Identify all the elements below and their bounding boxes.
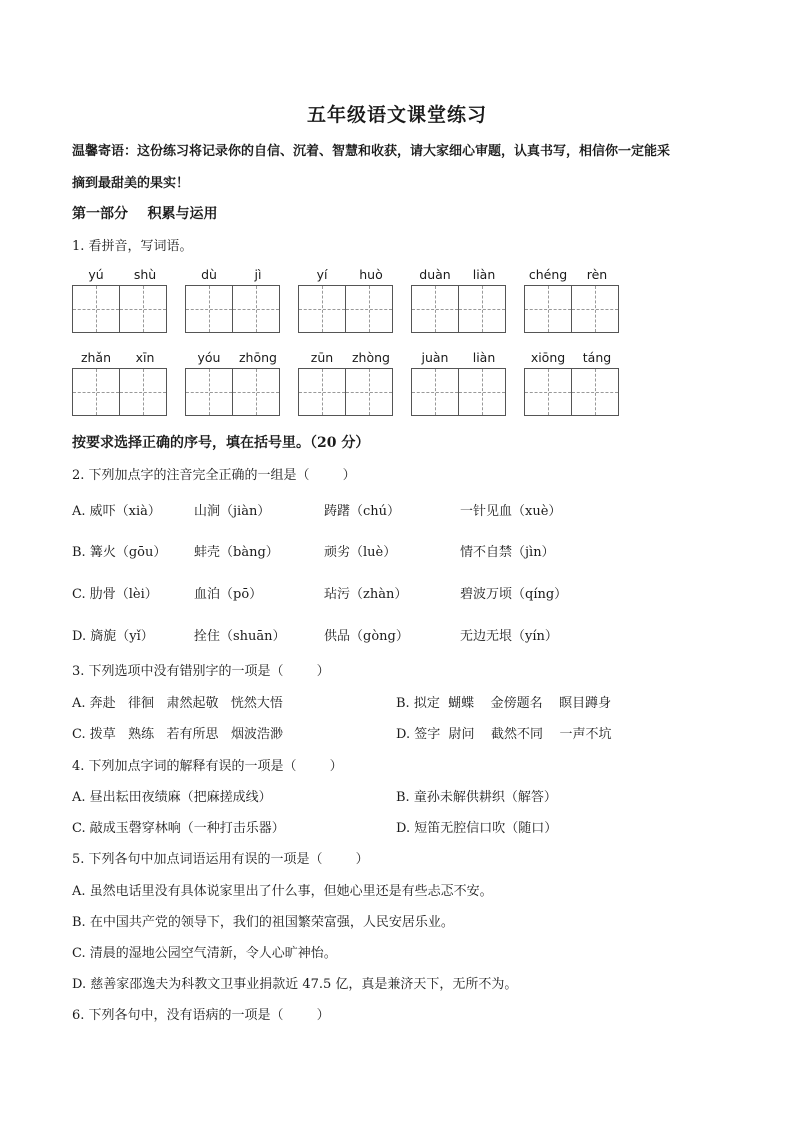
- tianzige-cell[interactable]: [119, 285, 167, 333]
- q5-option-c: C. 清晨的湿地公园空气清新，令人心旷神怡。: [72, 946, 337, 961]
- pinyin-label: liàn: [472, 267, 496, 282]
- writing-grid[interactable]: [524, 285, 618, 333]
- tianzige-cell[interactable]: [345, 285, 393, 333]
- q3-option-d: D. 签字 尉问 截然不同 一声不坑: [396, 727, 612, 742]
- pinyin-label: yóu: [197, 350, 221, 365]
- q2-option-item: B. 篝火（gōu）: [72, 545, 167, 560]
- writing-grid[interactable]: [72, 285, 166, 333]
- intro-line-2: 摘到最甜美的果实！: [72, 176, 190, 191]
- question-4: 4. 下列加点字词的解释有误的一项是（ ）: [72, 759, 343, 774]
- question-2: 2. 下列加点字的注音完全正确的一组是（ ）: [72, 468, 356, 483]
- tianzige-cell[interactable]: [232, 285, 280, 333]
- tianzige-cell[interactable]: [185, 368, 233, 416]
- tianzige-cell[interactable]: [411, 285, 459, 333]
- pinyin-label: xiōng: [530, 350, 566, 365]
- q3-option-b: B. 拟定 蝴蝶 金傍题名 瞑目蹲身: [396, 696, 612, 711]
- pinyin-label: huò: [359, 267, 383, 282]
- q2-option-item: 山涧（jiàn）: [194, 504, 271, 519]
- writing-grid[interactable]: [185, 368, 279, 416]
- pinyin-label: duàn: [419, 267, 451, 282]
- pinyin-label: zhōng: [239, 350, 277, 365]
- pinyin-label: rèn: [586, 267, 608, 282]
- writing-grid[interactable]: [298, 368, 392, 416]
- q4-option-c: C. 敲成玉磬穿林响（一种打击乐器）: [72, 821, 285, 836]
- q2-option-item: 蚌壳（bàng）: [194, 545, 279, 560]
- question-6: 6. 下列各句中，没有语病的一项是（ ）: [72, 1008, 330, 1023]
- pinyin-label: shù: [133, 267, 157, 282]
- pinyin-label: zhǎn: [80, 350, 112, 365]
- pinyin-label: chéng: [528, 267, 568, 282]
- intro-line-1: 温馨寄语：这份练习将记录你的自信、沉着、智慧和收获，请大家细心审题，认真书写，相信你一定能采: [72, 144, 671, 159]
- q4-option-d: D. 短笛无腔信口吹（随口）: [396, 821, 558, 836]
- q2-option-item: 顽劣（luè）: [324, 545, 397, 560]
- page-title: 五年级语文课堂练习: [306, 104, 487, 126]
- tianzige-cell[interactable]: [524, 368, 572, 416]
- q2-option-item: 供品（gòng）: [324, 629, 409, 644]
- pinyin-label: yú: [88, 267, 104, 282]
- tianzige-cell[interactable]: [458, 285, 506, 333]
- tianzige-cell[interactable]: [524, 285, 572, 333]
- q5-option-a: A. 虽然电话里没有具体说家里出了什么事，但她心里还是有些忐忑不安。: [72, 884, 493, 899]
- writing-grid[interactable]: [185, 285, 279, 333]
- q2-option-item: 玷污（zhàn）: [324, 587, 408, 602]
- pinyin-label: juàn: [421, 350, 449, 365]
- tianzige-cell[interactable]: [298, 285, 346, 333]
- writing-grid[interactable]: [72, 368, 166, 416]
- tianzige-cell[interactable]: [571, 285, 619, 333]
- tianzige-cell[interactable]: [185, 285, 233, 333]
- tianzige-cell[interactable]: [72, 368, 120, 416]
- q3-option-a: A. 奔赴 徘徊 肃然起敬 恍然大悟: [72, 696, 283, 711]
- tianzige-cell[interactable]: [72, 285, 120, 333]
- q2-option-item: 无边无垠（yín）: [460, 629, 558, 644]
- q5-option-d: D. 慈善家邵逸夫为科教文卫事业捐款近 47.5 亿，真是兼济天下，无所不为。: [72, 977, 518, 992]
- tianzige-cell[interactable]: [119, 368, 167, 416]
- q2-option-item: 拴住（shuān）: [194, 629, 286, 644]
- tianzige-cell[interactable]: [345, 368, 393, 416]
- q2-option-item: 一针见血（xuè）: [460, 504, 562, 519]
- tianzige-cell[interactable]: [232, 368, 280, 416]
- pinyin-label: yí: [316, 267, 328, 282]
- tianzige-cell[interactable]: [458, 368, 506, 416]
- section-heading: 按要求选择正确的序号，填在括号里。（20 分）: [72, 435, 370, 451]
- q2-option-item: 碧波万顷（qíng）: [460, 587, 568, 602]
- writing-grid[interactable]: [298, 285, 392, 333]
- pinyin-label: xīn: [135, 350, 155, 365]
- writing-grid[interactable]: [411, 285, 505, 333]
- q4-option-a: A. 昼出耘田夜绩麻（把麻搓成线）: [72, 790, 272, 805]
- q2-option-item: D. 旖旎（yǐ）: [72, 629, 154, 644]
- question-3: 3. 下列选项中没有错别字的一项是（ ）: [72, 664, 330, 679]
- q2-option-item: 情不自禁（jìn）: [460, 545, 555, 560]
- q4-option-b: B. 童孙未解供耕织（解答）: [396, 790, 557, 805]
- pinyin-label: jì: [254, 267, 262, 282]
- question-1: 1. 看拼音，写词语。: [72, 239, 193, 254]
- pinyin-label: táng: [582, 350, 612, 365]
- pinyin-label: dù: [201, 267, 217, 282]
- q2-option-item: 踌躇（chú）: [324, 504, 401, 519]
- q5-option-b: B. 在中国共产党的领导下，我们的祖国繁荣富强，人民安居乐业。: [72, 915, 454, 930]
- q2-option-item: A. 威吓（xià）: [72, 504, 161, 519]
- part-heading: 第一部分 积累与运用: [72, 206, 218, 222]
- pinyin-label: liàn: [472, 350, 496, 365]
- pinyin-label: zūn: [310, 350, 334, 365]
- q2-option-item: 血泊（pō）: [194, 587, 263, 602]
- q3-option-c: C. 拨草 熟练 若有所思 烟波浩渺: [72, 727, 283, 742]
- pinyin-label: zhòng: [352, 350, 390, 365]
- writing-grid[interactable]: [524, 368, 618, 416]
- tianzige-cell[interactable]: [571, 368, 619, 416]
- question-5: 5. 下列各句中加点词语运用有误的一项是（ ）: [72, 852, 369, 867]
- tianzige-cell[interactable]: [411, 368, 459, 416]
- writing-grid[interactable]: [411, 368, 505, 416]
- tianzige-cell[interactable]: [298, 368, 346, 416]
- q2-option-item: C. 肋骨（lèi）: [72, 587, 158, 602]
